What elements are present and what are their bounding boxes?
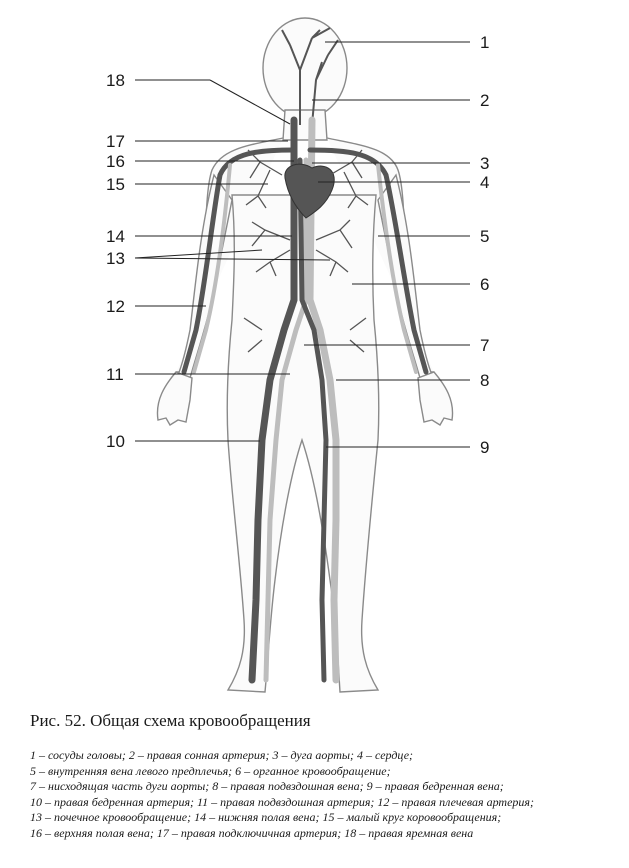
legend-line: 16 – верхняя полая вена; 17 – правая подключичная артерия; 18 – правая яремная вена — [30, 825, 474, 840]
label-1: 1 — [480, 33, 490, 52]
legend-line: 5 – внутренняя вена левого предплечья; 6 – органное кровообращение; — [30, 763, 391, 778]
legend-line: 10 – правая бедренная артерия; 11 – правая подвздошная артерия; 12 – правая плечевая артерия; — [30, 794, 534, 809]
figure-caption: Рис. 52. Общая схема кровообращения — [30, 711, 311, 730]
label-15: 15 — [106, 175, 125, 194]
label-16: 16 — [106, 152, 125, 171]
legend-line: 7 – нисходящая часть дуги аорты; 8 – правая подвздошная вена; 9 – правая бедренная вена; — [30, 779, 504, 794]
legend-line: 1 – сосуды головы; 2 – правая сонная артерия; 3 – дуга аорты; 4 – сердце; — [30, 748, 414, 762]
label-5: 5 — [480, 227, 490, 246]
label-2: 2 — [480, 91, 490, 110]
label-11: 11 — [106, 365, 124, 384]
label-8: 8 — [480, 371, 490, 390]
label-12: 12 — [106, 297, 125, 316]
label-17: 17 — [106, 132, 125, 151]
label-18: 18 — [106, 71, 125, 90]
body-outline — [157, 18, 452, 692]
label-7: 7 — [480, 336, 490, 355]
label-14: 14 — [106, 227, 125, 246]
label-13: 13 — [106, 249, 125, 268]
label-3: 3 — [480, 154, 490, 173]
label-10: 10 — [106, 432, 125, 451]
label-4: 4 — [480, 173, 490, 192]
figure-legend — [30, 748, 620, 842]
label-6: 6 — [480, 275, 490, 294]
label-9: 9 — [480, 438, 490, 457]
legend-line: 13 – почечное кровообращение; 14 – нижняя полая вена; 15 – малый круг коровообращения; — [30, 810, 502, 825]
